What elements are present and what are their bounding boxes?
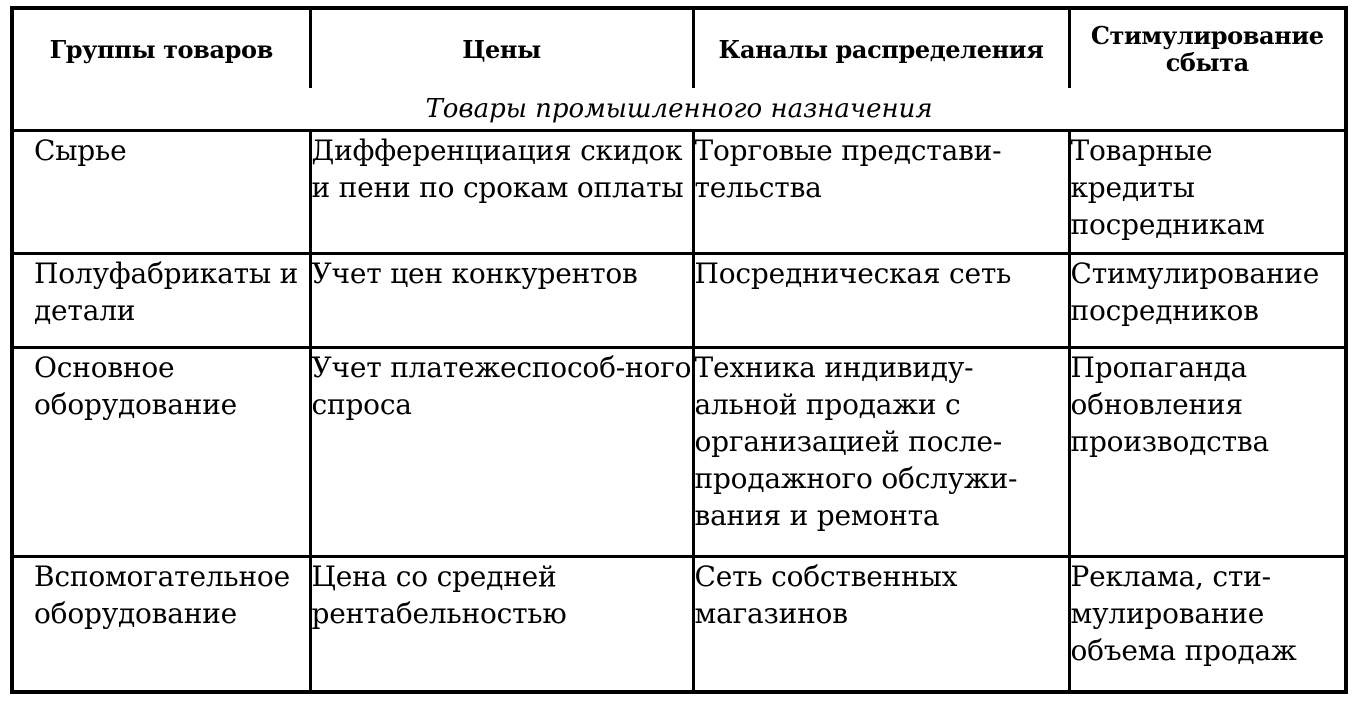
table-row <box>14 254 1344 348</box>
cell-group: Вспомогательное оборудование <box>14 556 310 690</box>
cell-promotion: Товарные кредиты посредникам <box>1069 131 1344 254</box>
cell-promotion: Пропаганда обновления производства <box>1069 348 1344 557</box>
section-row <box>14 88 1344 131</box>
table-row <box>14 348 1344 557</box>
cell-prices: Учет цен конкурентов <box>310 254 693 348</box>
header-sales-promotion: Стимулирование сбыта <box>1069 10 1344 88</box>
cell-promotion: Реклама, сти-мулирование объема продаж <box>1069 556 1344 690</box>
cell-channels: Посредническая сеть <box>693 254 1069 348</box>
marketing-table <box>14 10 1344 690</box>
header-distribution-channels: Каналы распределения <box>693 10 1069 88</box>
cell-prices: Цена со средней рентабельностью <box>310 556 693 690</box>
cell-channels: Техника индивиду-альной продажи с организацией после-продажного обслужи-вания и ремонта <box>693 348 1069 557</box>
header-prices: Цены <box>310 10 693 88</box>
cell-prices: Дифференциация скидок и пени по срокам оплаты <box>310 131 693 254</box>
cell-group: Сырье <box>14 131 310 254</box>
table-row <box>14 556 1344 690</box>
header-product-groups: Группы товаров <box>14 10 310 88</box>
table-header-row <box>14 10 1344 88</box>
section-title: Товары промышленного назначения <box>14 88 1344 131</box>
cell-promotion: Стимулирование посредников <box>1069 254 1344 348</box>
cell-prices: Учет платежеспособ-ного спроса <box>310 348 693 557</box>
cell-channels: Сеть собственных магазинов <box>693 556 1069 690</box>
cell-channels: Торговые представи-тельства <box>693 131 1069 254</box>
table-row <box>14 131 1344 254</box>
cell-group: Полуфабрикаты и детали <box>14 254 310 348</box>
cell-group: Основное оборудование <box>14 348 310 557</box>
document-table-frame <box>10 6 1348 694</box>
